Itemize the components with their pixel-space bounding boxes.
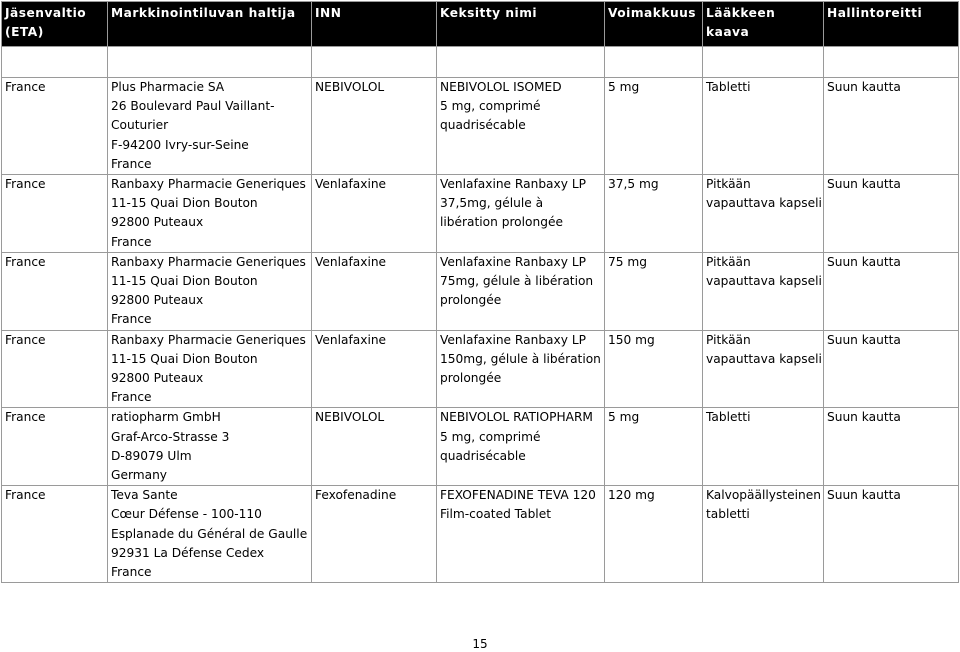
cell-name-line: prolongée	[440, 293, 502, 308]
cell-strength: 5 mg	[605, 78, 703, 175]
cell-form-line: Pitkään	[706, 177, 751, 192]
cell-inn: NEBIVOLOL	[312, 408, 437, 486]
cell-route: Suun kautta	[824, 252, 959, 330]
cell-member-state: France	[2, 408, 108, 486]
cell-name-line: Venlafaxine Ranbaxy LP	[440, 177, 586, 192]
table-row	[2, 408, 959, 486]
cell-route: Suun kautta	[824, 486, 959, 583]
cell-holder-line: ratiopharm GmbH	[111, 410, 221, 425]
cell-name-line: prolongée	[440, 371, 502, 386]
cell-form	[703, 330, 824, 408]
cell-holder-line: 11-15 Quai Dion Bouton	[111, 274, 258, 289]
cell-form-line: vapauttava kapseli	[706, 196, 822, 211]
cell-form-line: tabletti	[706, 507, 750, 522]
cell-form-line: Pitkään	[706, 254, 751, 269]
cell-route: Suun kautta	[824, 408, 959, 486]
cell-holder-line: Germany	[111, 468, 168, 483]
cell-inn: Fexofenadine	[312, 486, 437, 583]
cell-holder-line: France	[111, 390, 152, 405]
cell-holder-line: Ranbaxy Pharmacie Generiques	[111, 254, 306, 269]
cell-name-line: Venlafaxine Ranbaxy LP	[440, 254, 586, 269]
cell-name-line: quadrisécable	[440, 448, 526, 463]
cell-inn: Venlafaxine	[312, 175, 437, 253]
cell-holder	[108, 175, 312, 253]
cell-form-line: vapauttava kapseli	[706, 351, 822, 366]
cell-holder-line: France	[111, 312, 152, 327]
table-row	[2, 175, 959, 253]
cell-form-line: Pitkään	[706, 332, 751, 347]
cell-name-line: NEBIVOLOL RATIOPHARM	[440, 410, 593, 425]
header-row	[2, 2, 959, 47]
cell-name	[437, 78, 605, 175]
cell-form	[703, 408, 824, 486]
cell-name-line: 5 mg, comprimé	[440, 99, 541, 114]
cell-name-line: Film-coated Tablet	[440, 507, 551, 522]
cell-name-line: Venlafaxine Ranbaxy LP	[440, 332, 586, 347]
header-member-state: Jäsenvaltio (ETA)	[2, 2, 108, 47]
header-form: Lääkkeen kaava	[703, 2, 824, 47]
cell-strength: 120 mg	[605, 486, 703, 583]
cell-name	[437, 252, 605, 330]
cell-holder-line: Graf-Arco-Strasse 3	[111, 429, 230, 444]
cell-holder-line: D-89079 Ulm	[111, 448, 192, 463]
cell-form	[703, 486, 824, 583]
cell-holder-line: F-94200 Ivry-sur-Seine	[111, 137, 249, 152]
cell-route: Suun kautta	[824, 78, 959, 175]
cell-holder	[108, 252, 312, 330]
cell-member-state: France	[2, 252, 108, 330]
cell-name-line: libération prolongée	[440, 215, 563, 230]
cell-holder-line: Ranbaxy Pharmacie Generiques	[111, 177, 306, 192]
cell-name	[437, 175, 605, 253]
cell-member-state: France	[2, 175, 108, 253]
medicine-table	[1, 1, 959, 583]
cell-holder	[108, 408, 312, 486]
cell-form	[703, 78, 824, 175]
page-number: 15	[472, 637, 488, 651]
cell-name-line: NEBIVOLOL ISOMED	[440, 80, 562, 94]
cell-holder	[108, 486, 312, 583]
cell-form-line: vapauttava kapseli	[706, 274, 822, 289]
cell-holder-line: 92800 Puteaux	[111, 371, 204, 386]
cell-holder-line: 11-15 Quai Dion Bouton	[111, 351, 258, 366]
cell-holder-line: France	[111, 234, 152, 249]
cell-form-line: Kalvopäällysteinen	[706, 488, 821, 503]
cell-holder-line: Teva Sante	[111, 488, 178, 503]
cell-name-line: 75mg, gélule à libération	[440, 274, 594, 289]
table-row	[2, 486, 959, 583]
cell-name-line: 5 mg, comprimé	[440, 429, 541, 444]
cell-strength: 75 mg	[605, 252, 703, 330]
cell-holder	[108, 330, 312, 408]
cell-holder-line: Cœur Défense - 100-110	[111, 507, 262, 522]
cell-form	[703, 175, 824, 253]
cell-inn: Venlafaxine	[312, 330, 437, 408]
table-row	[2, 252, 959, 330]
header-name: Keksitty nimi	[437, 2, 605, 47]
cell-name-line: 150mg, gélule à libération	[440, 351, 601, 366]
header-strength: Voimakkuus	[605, 2, 703, 47]
cell-name	[437, 486, 605, 583]
cell-member-state: France	[2, 486, 108, 583]
cell-form-line: Tabletti	[706, 80, 751, 94]
cell-name-line: FEXOFENADINE TEVA 120	[440, 488, 596, 503]
cell-route: Suun kautta	[824, 175, 959, 253]
cell-inn: NEBIVOLOL	[312, 78, 437, 175]
cell-holder-line: 11-15 Quai Dion Bouton	[111, 196, 258, 211]
header-holder: Markkinointiluvan haltija	[108, 2, 312, 47]
cell-holder-line: Plus Pharmacie SA	[111, 80, 225, 94]
cell-holder-line: Ranbaxy Pharmacie Generiques	[111, 332, 306, 347]
cell-name-line: 37,5mg, gélule à	[440, 196, 544, 211]
spacer-row	[2, 47, 959, 78]
cell-name-line: quadrisécable	[440, 118, 526, 133]
cell-form	[703, 252, 824, 330]
cell-strength: 5 mg	[605, 408, 703, 486]
table-row	[2, 330, 959, 408]
cell-holder-line: 92800 Puteaux	[111, 293, 204, 308]
cell-holder-line: Couturier	[111, 118, 169, 133]
cell-name	[437, 408, 605, 486]
cell-name	[437, 330, 605, 408]
cell-route: Suun kautta	[824, 330, 959, 408]
cell-holder	[108, 78, 312, 175]
cell-inn: Venlafaxine	[312, 252, 437, 330]
cell-form-line: Tabletti	[706, 410, 751, 425]
table-row	[2, 78, 959, 175]
cell-holder-line: France	[111, 156, 152, 171]
cell-holder-line: 92800 Puteaux	[111, 215, 204, 230]
header-route: Hallintoreitti	[824, 2, 959, 47]
cell-holder-line: 92931 La Défense Cedex	[111, 545, 265, 560]
cell-holder-line: France	[111, 565, 152, 580]
header-inn: INN	[312, 2, 437, 47]
cell-strength: 150 mg	[605, 330, 703, 408]
cell-holder-line: Esplanade du Général de Gaulle	[111, 526, 308, 541]
cell-strength: 37,5 mg	[605, 175, 703, 253]
cell-member-state: France	[2, 330, 108, 408]
cell-member-state: France	[2, 78, 108, 175]
cell-holder-line: 26 Boulevard Paul Vaillant-	[111, 99, 275, 114]
